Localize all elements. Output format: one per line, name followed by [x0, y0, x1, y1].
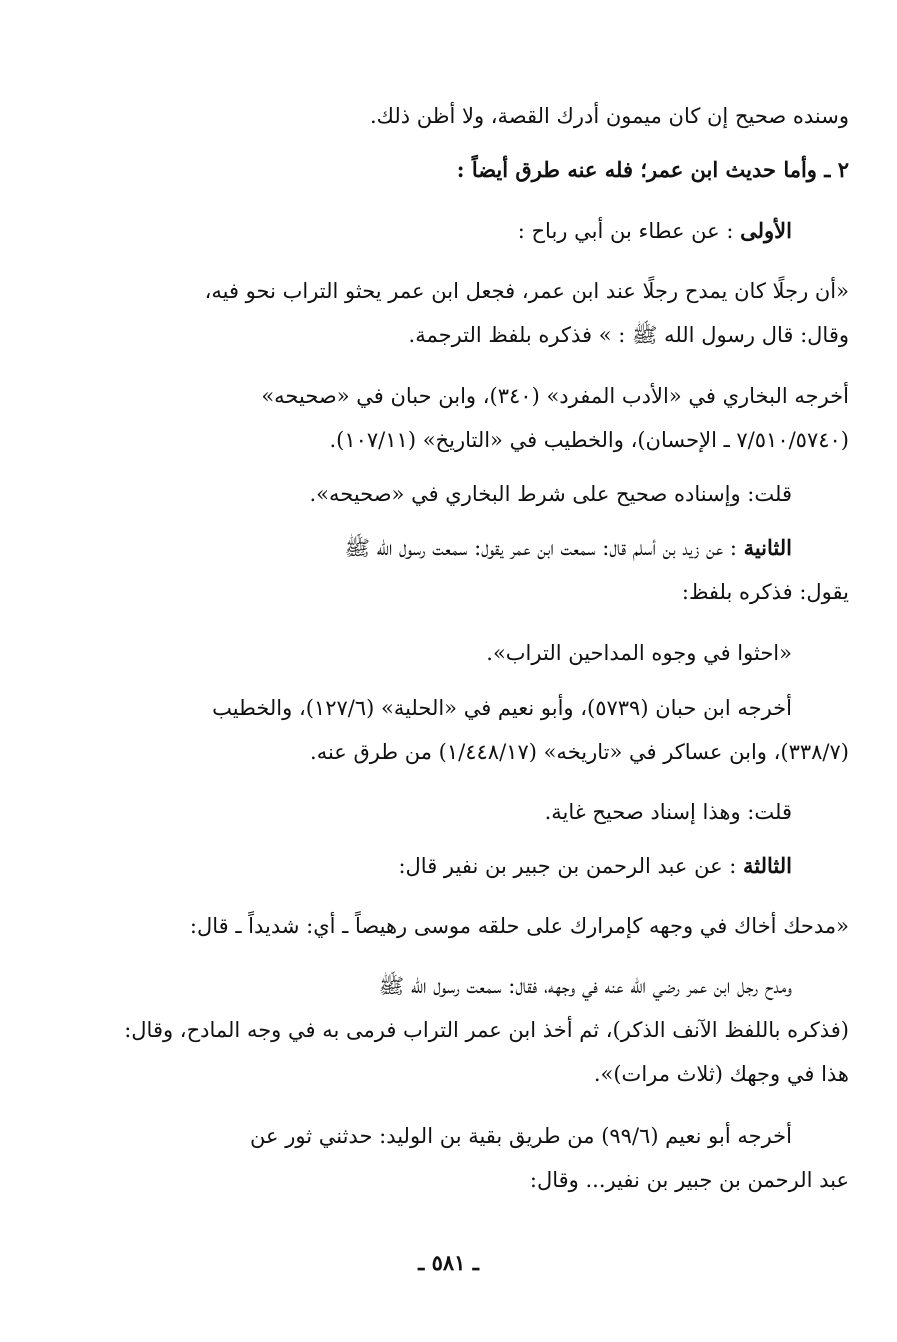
- paragraph-3-line-1: [44, 205, 792, 257]
- heading-first-route: الأولى: [740, 218, 792, 243]
- paragraph-12-line-1: «مدحك أخاك في وجهه كإمرارك على حلقه موسى رهيصاً ـ أي: شديداً ـ قال:: [189, 914, 849, 938]
- paragraph-11-line-1: [44, 840, 792, 892]
- paragraph-1-line-1: وسنده صحيح إن كان ميمون أدرك القصة، ولا أظن ذلك.: [369, 104, 849, 128]
- paragraph-5-line-2: (٧/٥١٠/٥٧٤٠ ـ الإحسان)، والخطيب في «التاريخ» (١٠٧/١١).: [329, 428, 849, 452]
- paragraph-8-line-1: «احثوا في وجوه المداحين التراب».: [486, 641, 792, 665]
- paragraph-5-line-1: أخرجه البخاري في «الأدب المفرد» (٣٤٠)، وابن حبان في «صحيحه»: [261, 384, 849, 408]
- paragraph-4-line-2: وقال: قال رسول الله ﷺ : » فذكره بلفظ الترجمة.: [408, 323, 849, 347]
- paragraph-9-line-1: أخرجه ابن حبان (٥٧٣٩)، وأبو نعيم في «الحلية» (١٢٧/٦)، والخطيب: [212, 696, 792, 720]
- paragraph-4-line-1: «أن رجلًا كان يمدح رجلًا عند ابن عمر، فجعل ابن عمر يحثو التراب نحو فيه،: [204, 279, 849, 303]
- paragraph-2-line-1: ٢ ـ وأما حديث ابن عمر؛ فله عنه طرق أيضاً :: [456, 157, 849, 182]
- paragraph-11-text: : عن عبد الرحمن بن جبير بن نفير قال:: [398, 854, 744, 878]
- paragraph-9-line-2: (٣٣٨/٧)، وابن عساكر في «تاريخه» (١/٤٤٨/١٧) من طرق عنه.: [310, 740, 849, 764]
- paragraph-7-text: : عن زيد بن أسلم قال: سمعت ابن عمر يقول: سمعت رسول الله ﷺ: [344, 536, 744, 560]
- heading-second-route: الثانية: [743, 535, 792, 560]
- paragraph-14-line-1: أخرجه أبو نعيم (٩٩/٦) من طريق بقية بن الوليد: حدثني ثور عن: [250, 1124, 792, 1148]
- page-number: ـ ٥٨١ ـ: [418, 1250, 479, 1275]
- paragraph-13-line-2: (فذكره باللفظ الآنف الذكر)، ثم أخذ ابن عمر التراب فرمى به في وجه المادح، وقال:: [124, 1018, 849, 1042]
- paragraph-3-text: : عن عطاء بن أبي رباح :: [517, 219, 741, 243]
- paragraph-7-line-2: يقول: فذكره بلفظ:: [681, 580, 849, 604]
- paragraph-6-line-1: قلت: وإسناده صحيح على شرط البخاري في «صحيحه».: [309, 482, 792, 506]
- paragraph-10-line-1: قلت: وهذا إسناد صحيح غاية.: [544, 800, 792, 824]
- paragraph-14-line-2: عبد الرحمن بن جبير بن نفير... وقال:: [529, 1168, 849, 1192]
- paragraph-13-line-3: هذا في وجهك (ثلاث مرات)».: [593, 1062, 849, 1086]
- paragraph-13-line-1: ومدح رجل ابن عمر رضي الله عنه في وجهه، فقال: سمعت رسول الله ﷺ: [378, 974, 792, 998]
- heading-third-route: الثالثة: [743, 853, 792, 878]
